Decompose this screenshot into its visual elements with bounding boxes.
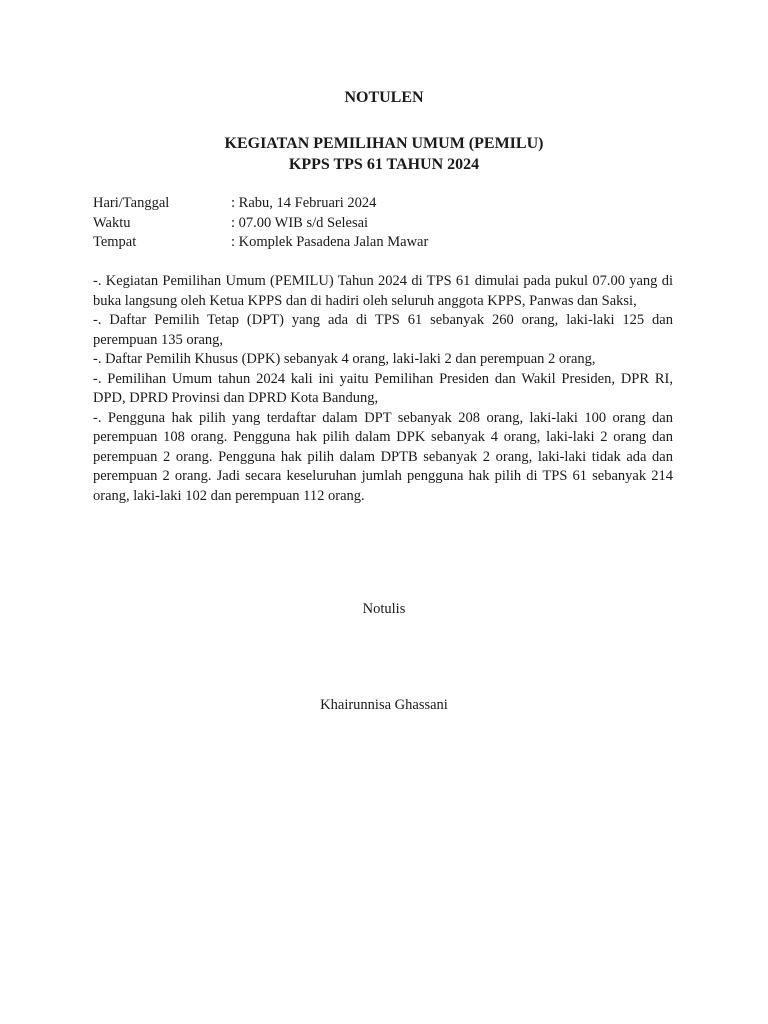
info-value: : Rabu, 14 Februari 2024 xyxy=(231,195,377,211)
document-title: NOTULEN xyxy=(344,89,424,106)
minutes-paragraph: -. Pengguna hak pilih yang terdaftar dalam DPT sebanyak 208 orang, laki-laki 100 orang dan perempuan 108 orang. Pengguna hak pilih dalam DPK sebanyak 4 orang, laki-laki 2 orang dan perempuan 2 orang. Pengguna hak pilih dalam DPTB sebanyak 2 orang, laki-laki tidak ada dan perempuan 2 orang. Jadi secara keseluruhan jumlah pengguna hak pilih di TPS 61 sebanyak 214 orang, laki-laki 102 dan perempuan 112 orang. xyxy=(93,409,673,504)
info-label: Tempat xyxy=(93,234,137,250)
meeting-info xyxy=(93,194,428,253)
info-row-time xyxy=(93,214,428,234)
info-label: Waktu xyxy=(93,214,131,231)
info-row-date xyxy=(93,194,428,214)
minutes-paragraph: -. Daftar Pemilih Khusus (DPK) sebanyak 4 orang, laki-laki 2 dan perempuan 2 orang, xyxy=(93,351,596,367)
minutes-body xyxy=(93,272,673,506)
signature-name: Khairunnisa Ghassani xyxy=(320,697,448,713)
minutes-paragraph: -. Kegiatan Pemilihan Umum (PEMILU) Tahun 2024 di TPS 61 dimulai pada pukul 07.00 yang di buka langsung oleh Ketua KPPS dan di hadiri oleh seluruh anggota KPPS, Panwas dan Saksi, xyxy=(93,273,673,309)
info-row-place xyxy=(93,233,428,253)
info-label: Hari/Tanggal xyxy=(93,195,170,211)
document-subtitle-activity: KEGIATAN PEMILIHAN UMUM (PEMILU) xyxy=(224,135,544,152)
minutes-paragraph: -. Daftar Pemilih Tetap (DPT) yang ada di TPS 61 sebanyak 260 orang, laki-laki 125 dan perempuan 135 orang, xyxy=(93,312,673,348)
signature-role: Notulis xyxy=(362,601,406,617)
info-value: : Komplek Pasadena Jalan Mawar xyxy=(231,234,429,250)
document-subtitle-kpps: KPPS TPS 61 TAHUN 2024 xyxy=(288,156,480,173)
minutes-paragraph: -. Pemilihan Umum tahun 2024 kali ini yaitu Pemilihan Presiden dan Wakil Presiden, DPR RI, DPD, DPRD Provinsi dan DPRD Kota Bandung, xyxy=(93,370,673,406)
info-value: : 07.00 WIB s/d Selesai xyxy=(231,214,369,231)
